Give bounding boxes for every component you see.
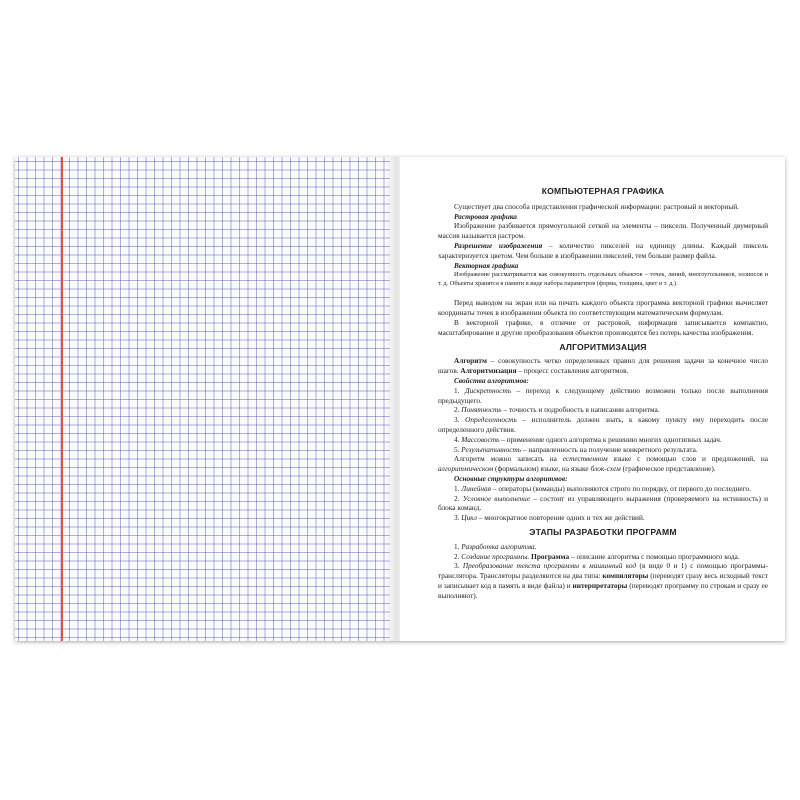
- stage-2: [438, 552, 768, 562]
- notation-flowchart: блок-схем: [590, 464, 621, 474]
- structure-3: [438, 513, 768, 523]
- section-title-stages: ЭТАПЫ РАЗРАБОТКИ ПРОГРАММ: [529, 526, 677, 537]
- notation-text-a: Алгоритм можно записать на: [454, 454, 563, 464]
- notation-algorithmic: алгоритмическом: [438, 464, 494, 474]
- property-5-term: Результативность: [461, 444, 522, 454]
- stage-3-term: Преобразование текста программы в машинный код: [462, 561, 637, 571]
- reference-content: [438, 187, 768, 600]
- structure-1-term: Линейная: [461, 483, 492, 493]
- vector-text: Изображение рассматривается как совокупность отдельных объектов – точек, линий, многоугольников, эллипсов и т. д. Объекты хранятся в памяти в виде набора параметров (форма, толщина, цвет и т. д.).: [438, 271, 768, 288]
- structures-heading: Основные структуры алгоритмов:: [454, 473, 568, 483]
- vector-para-3: В векторной графике, в отличие от растровой, информация записывается компактно, масштабирование и другие преобразования объектов производятся без потерь качества изображения.: [438, 317, 768, 337]
- property-2-number: 2.: [454, 405, 462, 415]
- property-4-number: 4.: [454, 434, 462, 444]
- structure-1: [438, 484, 768, 494]
- raster-text: Изображение разбивается прямоугольной сеткой на элементы – пиксели. Полученный двумерный массив называется растром.: [438, 221, 768, 241]
- stage-3-text-e: (переводят программу по строкам и сразу ее выполняют).: [438, 580, 768, 600]
- properties-heading: Свойства алгоритмов:: [454, 375, 529, 385]
- structure-2-term: Условное выполнение: [462, 493, 531, 503]
- property-3-text: – исполнитель должен знать, к какому пункту ему переходить после определенного действия.: [438, 415, 768, 434]
- vector-heading: Векторная графика: [454, 260, 519, 270]
- notation-natural: естественном: [562, 454, 608, 464]
- structure-1-number: 1.: [454, 483, 462, 493]
- section-title-algorithms: АЛГОРИТМИЗАЦИЯ: [559, 341, 647, 352]
- algorithm-text: – совокупность четко определенных правил для решения задачи за конечное число шагов.: [438, 356, 768, 376]
- property-5: [438, 445, 768, 455]
- notation-text-c: языке с помощью слов и предложений, на: [607, 454, 768, 464]
- property-2-text: – точность и подробность в написании алгоритма.: [501, 405, 660, 415]
- vector-para-2: Перед выводом на экран или на печать каждого объекта программа векторной графики вычисляет координаты точек в изображении объекта по соответствующим математическим формулам.: [438, 298, 768, 318]
- structure-2-text: – состоит из управляющего выражения (проверяемого на истинность) и блока команд.: [438, 493, 769, 513]
- stage-2-program-term: Программа: [529, 551, 570, 561]
- reference-page: [400, 157, 785, 641]
- stage-2-number: 2.: [454, 551, 462, 561]
- stage-3: [438, 561, 768, 600]
- margin-line: [61, 157, 63, 641]
- stage-1: [438, 542, 768, 552]
- structure-3-number: 3.: [454, 513, 462, 523]
- interpreters-term: интерпретаторы: [572, 580, 628, 590]
- resolution-text: – количество пикселей на единицу длины. Каждый пиксель характеризуется цветом. Чем больше в изображении пикселей, тем больше размер файла.: [438, 240, 768, 260]
- notation-text-e: (формальном) языке, на языке: [493, 464, 591, 474]
- structure-3-text: – многократное повторение одних и тех же действий.: [476, 513, 645, 523]
- stage-3-text-c: (переводят сразу весь исходный текст и записывает код в память в виде файла) и: [438, 571, 768, 590]
- algorithmization-term: Алгоритмизация: [460, 366, 517, 376]
- property-2-term: Понятность: [461, 405, 502, 415]
- stage-1-number: 1.: [454, 541, 462, 551]
- algorithmization-text: – процесс составления алгоритмов.: [516, 366, 629, 376]
- property-3-number: 3.: [454, 415, 466, 425]
- stage-3-number: 3.: [454, 561, 463, 571]
- compilers-term: компиляторы: [602, 571, 649, 581]
- notation-text-g: (графическое представление).: [620, 464, 716, 474]
- property-2: [438, 405, 768, 415]
- section-title-graphics: КОМПЬЮТЕРНАЯ ГРАФИКА: [541, 186, 665, 196]
- algorithm-term: Алгоритм: [454, 356, 487, 366]
- algorithm-definition: [438, 356, 768, 376]
- property-3: [438, 415, 768, 435]
- stage-2-term: Создание программы.: [461, 551, 530, 561]
- property-4-text: – применение одного алгоритма к решению многих однотипных задач.: [499, 434, 722, 444]
- notebook-spread: [15, 157, 785, 641]
- algorithm-notation: [438, 454, 768, 474]
- graphics-intro: Существует два способа представления графической информации: растровый и векторный.: [454, 201, 739, 211]
- property-4: [438, 435, 768, 445]
- structure-1-text: – операторы (команды) выполняются строго по порядку, от первого до последнего.: [491, 483, 751, 493]
- structure-3-term: Цикл: [461, 513, 477, 523]
- property-5-text: – направленность на получение конкретного результата.: [521, 444, 698, 454]
- stage-2-text: – описание алгоритма с помощью программного кода.: [569, 551, 740, 561]
- stage-1-term: Разработка алгоритма.: [461, 541, 537, 551]
- property-1-text: – переход к следующему действию возможен только после выполнения предыдущего.: [438, 385, 769, 405]
- property-1-term: Дискретность: [464, 385, 512, 395]
- stage-3-text-a: (в виде 0 и 1) с помощью программы-транслятора. Трансляторы разделяются на два типа:: [438, 561, 768, 581]
- grid-page: [15, 157, 390, 641]
- property-1-number: 1.: [454, 385, 465, 395]
- resolution-term: Разрешение изображения: [454, 240, 543, 250]
- property-4-term: Массовость: [461, 434, 500, 444]
- property-1: [438, 386, 768, 406]
- property-3-term: Определенность: [465, 415, 517, 425]
- structure-2-number: 2.: [454, 493, 463, 503]
- structure-2: [438, 494, 768, 514]
- raster-heading: Растровая графика: [454, 211, 517, 221]
- resolution-paragraph: [438, 241, 768, 261]
- property-5-number: 5.: [454, 444, 462, 454]
